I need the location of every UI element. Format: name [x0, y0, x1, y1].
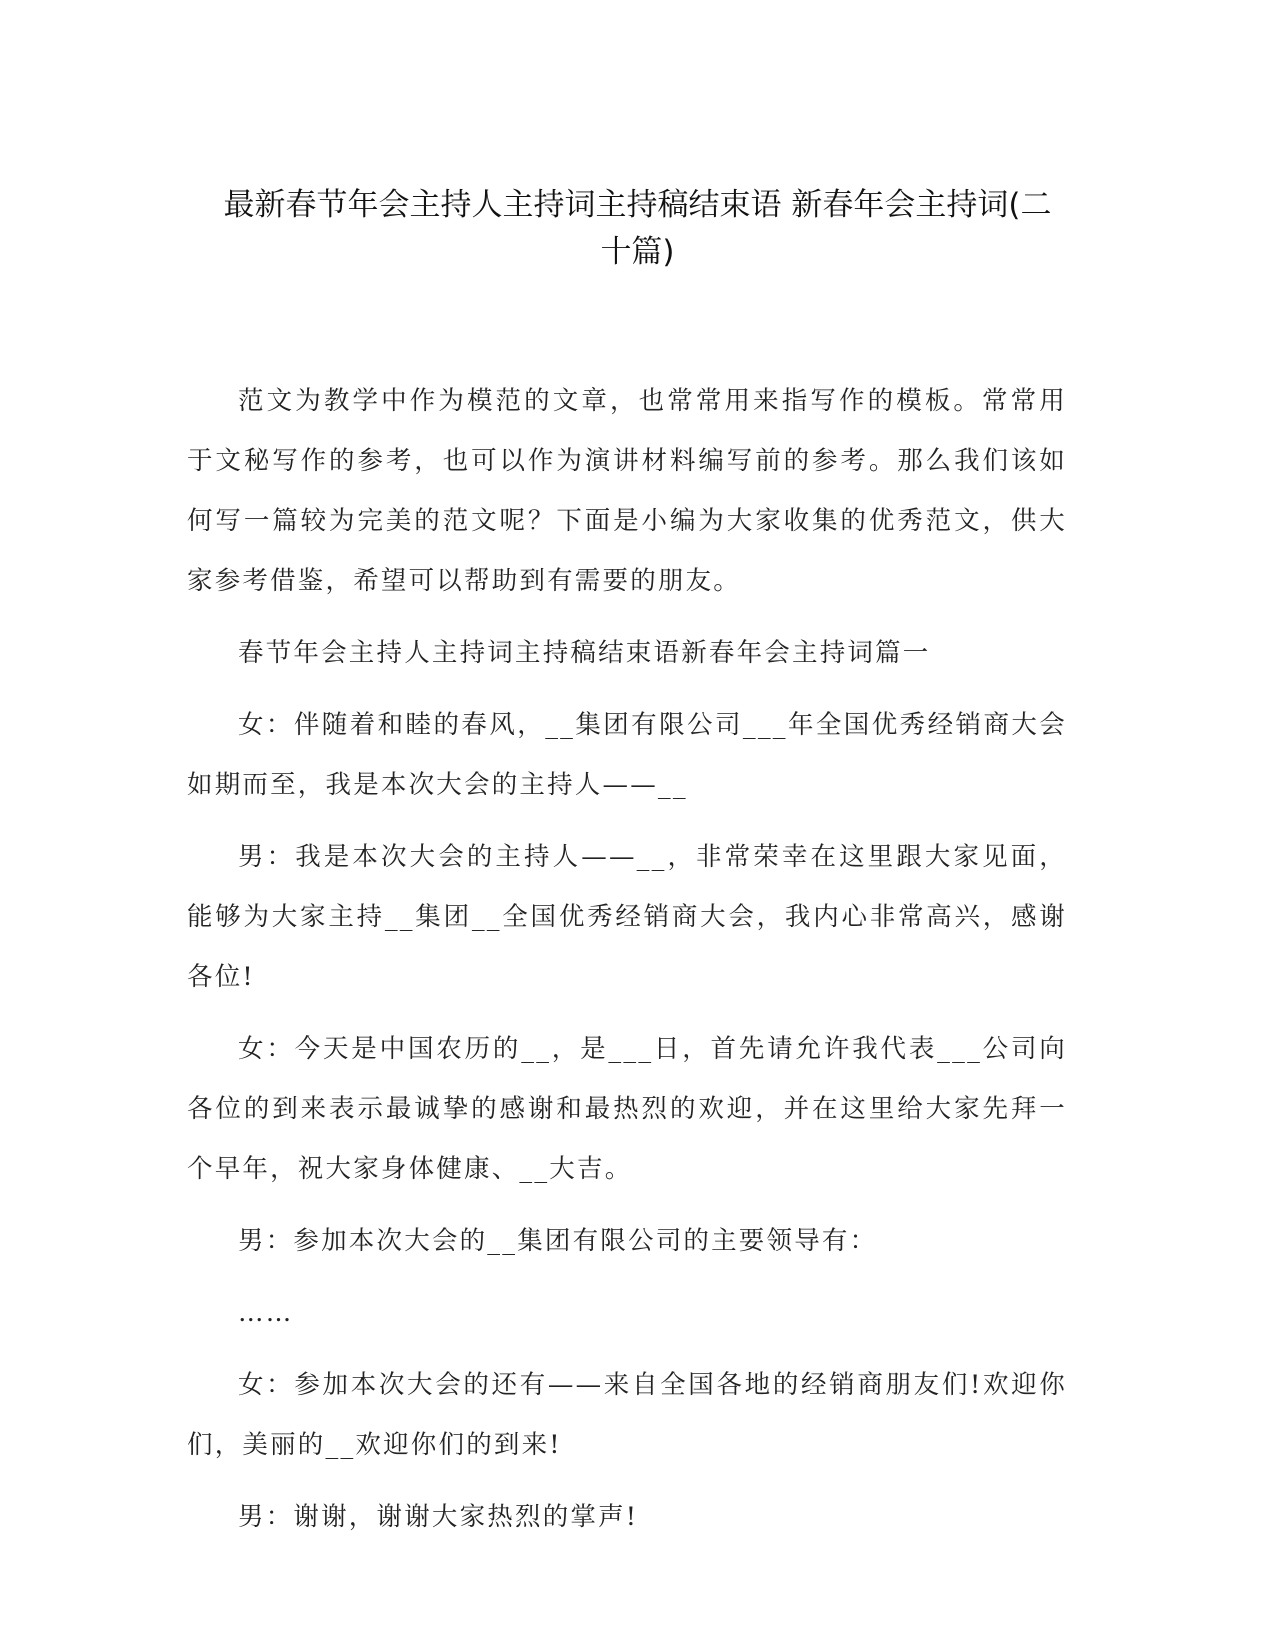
- dialogue-paragraph: 女：参加本次大会的还有——来自全国各地的经销商朋友们!欢迎你们，美丽的__欢迎你们的到来!: [187, 1370, 1067, 1460]
- title-line-1: 最新春节年会主持人主持词主持稿结束语 新春年会主持词(二: [223, 187, 1052, 223]
- document-body: [187, 371, 1067, 1547]
- title-line-2: 十篇): [600, 234, 675, 270]
- ellipsis-line: ……: [238, 1298, 294, 1328]
- dialogue-paragraph: 女：今天是中国农历的__，是___日，首先请允许我代表___公司向各位的到来表示最诚挚的感谢和最热烈的欢迎，并在这里给大家先拜一个早年，祝大家身体健康、__大吉。: [187, 1034, 1067, 1184]
- dialogue-paragraph: 男：我是本次大会的主持人——__，非常荣幸在这里跟大家见面，能够为大家主持__集团__全国优秀经销商大会，我内心非常高兴，感谢各位!: [187, 842, 1067, 992]
- dialogue-paragraph: 男：谢谢，谢谢大家热烈的掌声!: [238, 1502, 639, 1532]
- document-title: [170, 182, 1105, 276]
- intro-paragraph: 范文为教学中作为模范的文章，也常常用来指写作的模板。常常用于文秘写作的参考，也可以作为演讲材料编写前的参考。那么我们该如何写一篇较为完美的范文呢？下面是小编为大家收集的优秀范文，供大家参考借鉴，希望可以帮助到有需要的朋友。: [187, 386, 1067, 596]
- section-heading: 春节年会主持人主持词主持稿结束语新春年会主持词篇一: [238, 638, 931, 668]
- dialogue-paragraph: 男：参加本次大会的__集团有限公司的主要领导有：: [238, 1226, 878, 1256]
- dialogue-paragraph: 女：伴随着和睦的春风，__集团有限公司___年全国优秀经销商大会如期而至，我是本次大会的主持人——__: [187, 710, 1067, 800]
